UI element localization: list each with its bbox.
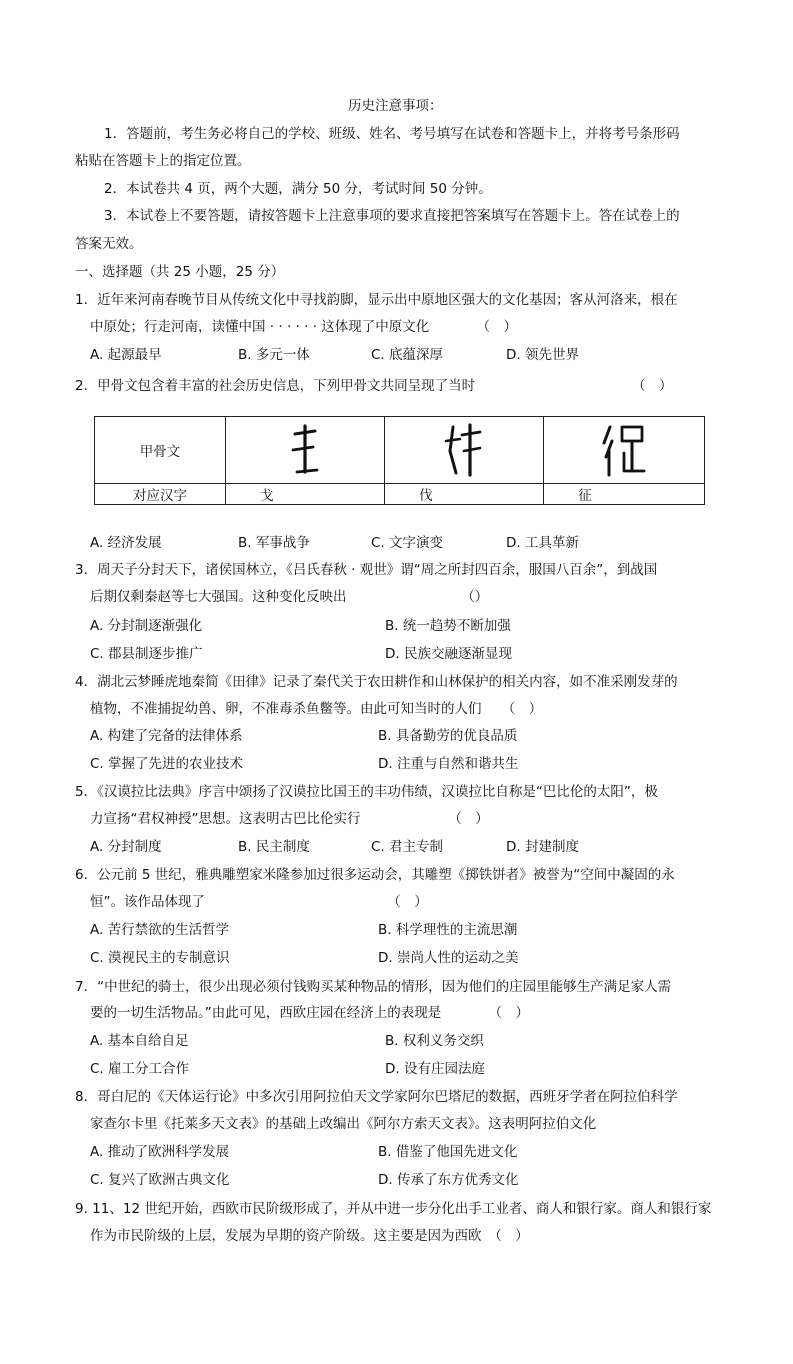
q1-option-c: C. 底蕴深厚 xyxy=(371,347,444,363)
q6-option-c: C. 漠视民主的专制意识 xyxy=(90,950,230,966)
q2-option-d: D. 工具革新 xyxy=(506,535,579,551)
q2-option-a: A. 经济发展 xyxy=(90,535,162,551)
q5-stem-1: 5．《汉谟拉比法典》序言中颂扬了汉谟拉比国王的丰功伟绩，汉谟拉比自称是“巴比伦的太阳”，极 xyxy=(75,784,658,800)
q6-stem-1: 6．公元前 5 世纪，雅典雕塑家米隆参加过很多运动会，其雕塑《掷铁饼者》被誉为“空间中凝固的永 xyxy=(75,867,675,883)
q7-option-d: D. 设有庄园法庭 xyxy=(385,1061,485,1077)
q4-stem-2: 植物，不准捕捉幼兽、卵，不准毒杀鱼鳖等。由此可知当时的人们 （ ） xyxy=(90,701,543,717)
section-title: 一、选择题（共 25 小题，25 分） xyxy=(75,264,285,280)
q1-option-a: A. 起源最早 xyxy=(90,347,162,363)
notice-item-1-cont: 粘贴在答题卡上的指定位置。 xyxy=(75,153,251,169)
q6-option-a: A. 苦行禁欲的生活哲学 xyxy=(90,922,230,938)
q6-option-d: D. 崇尚人性的运动之美 xyxy=(378,950,519,966)
q3-stem-2: 后期仅剩秦赵等七大强国。这种变化反映出 （） xyxy=(90,589,489,605)
oracle-ge-glyph-icon xyxy=(285,422,325,478)
q2-paren: （ ） xyxy=(632,378,673,394)
q4-option-c: C. 掌握了先进的农业技术 xyxy=(90,756,244,772)
notice-item-2: 2．本试卷共 4 页，两个大题，满分 50 分，考试时间 50 分钟。 xyxy=(104,181,492,197)
q7-stem-2: 要的一切生活物品。”由此可见，西欧庄园在经济上的表现是 （ ） xyxy=(90,1005,529,1021)
oracle-glyph-zheng xyxy=(544,417,705,484)
q8-option-c: C. 复兴了欧洲古典文化 xyxy=(90,1172,230,1188)
q8-stem-2: 家查尔卡里《托莱多天文表》的基础上改编出《阿尔方索天文表》。这表明阿拉伯文化 xyxy=(90,1116,597,1132)
q8-option-b: B. 借鉴了他国先进文化 xyxy=(378,1144,518,1160)
notice-item-3-cont: 答案无效。 xyxy=(75,236,143,252)
q4-option-a: A. 构建了完备的法律体系 xyxy=(90,728,243,744)
oracle-header-label: 甲骨文 xyxy=(95,417,226,484)
q6-stem-2: 恒”。该作品体现了 （ ） xyxy=(90,894,428,910)
oracle-row-label: 对应汉字 xyxy=(95,484,226,505)
q2-stem: 2．甲骨文包含着丰富的社会历史信息，下列甲骨文共同呈现了当时 xyxy=(75,378,476,394)
q8-option-a: A. 推动了欧洲科学发展 xyxy=(90,1144,230,1160)
q4-option-b: B. 具备勤劳的优良品质 xyxy=(378,728,518,744)
q5-option-d: D. 封建制度 xyxy=(506,839,579,855)
q7-option-b: B. 权利义务交织 xyxy=(385,1033,484,1049)
q1-stem-2: 中原处；行走河南，读懂中国 · · · · · · 这体现了中原文化 （ ） xyxy=(90,319,518,335)
q3-option-b: B. 统一趋势不断加强 xyxy=(385,618,511,634)
q9-stem-2: 作为市民阶级的上层，发展为早期的资产阶级。这主要是因为西欧 （ ） xyxy=(90,1228,529,1244)
q3-option-c: C. 郡县制逐步推广 xyxy=(90,646,203,662)
oracle-bone-table xyxy=(94,416,705,505)
q1-option-b: B. 多元一体 xyxy=(238,347,310,363)
q1-option-d: D. 领先世界 xyxy=(506,347,579,363)
oracle-fa-glyph-icon xyxy=(442,421,486,479)
q1-stem-1: 1．近年来河南春晚节目从传统文化中寻找韵脚，显示出中原地区强大的文化基因；客从河洛来，根在 xyxy=(75,292,678,308)
oracle-glyph-ge xyxy=(226,417,385,484)
notice-title: 历史注意事项： xyxy=(348,98,443,114)
oracle-char-fa: 伐 xyxy=(385,484,544,505)
q2-option-c: C. 文字演变 xyxy=(371,535,444,551)
q5-stem-2: 力宣扬“君权神授”思想。这表明古巴比伦实行 （ ） xyxy=(90,811,489,827)
notice-item-3: 3．本试卷上不要答题，请按答题卡上注意事项的要求直接把答案填写在答题卡上。答在试卷上的 xyxy=(104,208,680,224)
oracle-glyph-fa xyxy=(385,417,544,484)
q3-option-d: D. 民族交融逐渐显现 xyxy=(385,646,512,662)
oracle-char-ge: 戈 xyxy=(226,484,385,505)
q4-stem-1: 4．湖北云梦睡虎地秦简《田律》记录了秦代关于农田耕作和山林保护的相关内容，如不准采刚发芽的 xyxy=(75,674,678,690)
q8-option-d: D. 传承了东方优秀文化 xyxy=(378,1172,519,1188)
q2-option-b: B. 军事战争 xyxy=(238,535,310,551)
q4-option-d: D. 注重与自然和谐共生 xyxy=(378,756,519,772)
q7-option-a: A. 基本自给自足 xyxy=(90,1033,189,1049)
oracle-char-zheng: 征 xyxy=(544,484,705,505)
oracle-zheng-glyph-icon xyxy=(600,421,648,479)
q7-option-c: C. 雇工分工合作 xyxy=(90,1061,190,1077)
q5-option-c: C. 君主专制 xyxy=(371,839,444,855)
q8-stem-1: 8．哥白尼的《天体运行论》中多次引用阿拉伯天文学家阿尔巴塔尼的数据，西班牙学者在阿拉伯科学 xyxy=(75,1089,678,1105)
q9-stem-1: 9. 11、12 世纪开始，西欧市民阶级形成了，并从中进一步分化出手工业者、商人和银行家。商人和银行家 xyxy=(75,1201,712,1217)
q3-stem-1: 3．周天子分封天下，诸侯国林立，《吕氏春秋 · 观世》谓“周之所封四百余，服国八百余”，到战国 xyxy=(75,562,658,578)
notice-item-1: 1．答题前，考生务必将自己的学校、班级、姓名、考号填写在试卷和答题卡上，并将考号条形码 xyxy=(104,126,680,142)
q5-option-b: B. 民主制度 xyxy=(238,839,310,855)
q5-option-a: A. 分封制度 xyxy=(90,839,162,855)
q6-option-b: B. 科学理性的主流思潮 xyxy=(378,922,518,938)
q7-stem-1: 7．“中世纪的骑士，很少出现必须付钱购买某种物品的情形，因为他们的庄园里能够生产满足家人需 xyxy=(75,979,672,995)
q3-option-a: A. 分封制逐渐强化 xyxy=(90,618,203,634)
